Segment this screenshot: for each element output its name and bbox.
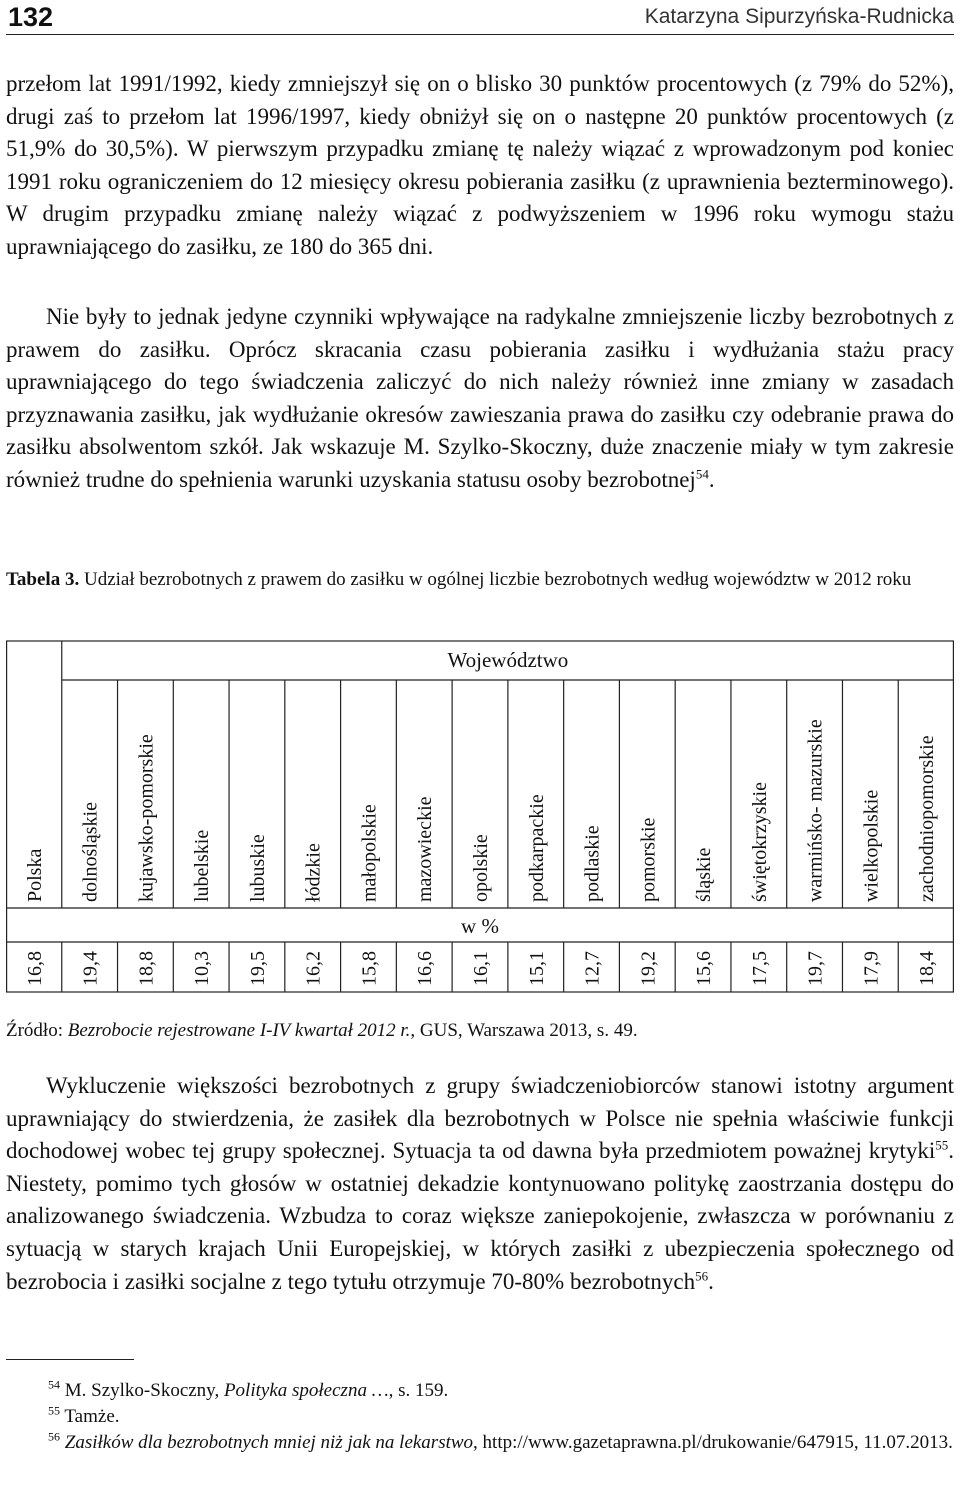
cell-value: 12,7 bbox=[581, 951, 604, 986]
footnote-separator bbox=[6, 1359, 134, 1360]
data-table bbox=[6, 640, 954, 993]
source-note bbox=[6, 1020, 954, 1042]
cell-value: 19,5 bbox=[246, 951, 269, 986]
cell-value: 16,2 bbox=[302, 951, 325, 986]
footnote-55 bbox=[6, 1404, 954, 1430]
footnote-italic: Zasiłków dla bezrobotnych mniej niż jak na lekarstwo bbox=[64, 1432, 474, 1453]
paragraph-3 bbox=[6, 1070, 954, 1298]
paragraph-2-text: Nie były to jednak jedyne czynniki wpływające na radykalne zmniejszenie liczby bezrobotnych z prawem do zasiłku. Oprócz skracania czasu pobierania zasiłku i wydłużania stażu pracy uprawniającego do tego świadczenia zaliczyć do nich należy również inne zmiany w zasadach przyznawania zasiłku, jak wydłużanie okresów zawieszania prawa do zasiłku czy odebranie prawa do zasiłku absolwentom szkół. Jak wskazuje M. Szylko-Skoczny, duże znaczenie miały w tym zakresie również trudne do spełnienia warunki uzyskania statusu osoby bezrobotnej bbox=[6, 304, 954, 492]
cell-value: 15,6 bbox=[693, 951, 716, 986]
column-header-voivodeship: mazowieckie bbox=[414, 796, 437, 902]
group-header: Województwo bbox=[447, 648, 569, 672]
column-header-voivodeship: małopolskie bbox=[358, 804, 381, 902]
table-caption-text: Udział bezrobotnych z prawem do zasiłku w ogólnej liczbie bezrobotnych według województw w 2012 roku bbox=[79, 569, 912, 590]
column-header-voivodeship: podlaskie bbox=[581, 825, 604, 902]
cell-value: 17,9 bbox=[860, 951, 883, 986]
footnote-ref-54: 54 bbox=[695, 466, 709, 482]
footnote-number: 54 bbox=[48, 1377, 60, 1392]
column-header-voivodeship: warmińsko- mazurskie bbox=[804, 719, 827, 902]
footnote-text-end: , http://www.gazetaprawna.pl/drukowanie/647915, 11.07.2013. bbox=[473, 1432, 953, 1453]
source-label: Źródło: bbox=[6, 1020, 68, 1041]
paragraph-3-end: . bbox=[708, 1268, 714, 1294]
footnote-54 bbox=[6, 1378, 954, 1404]
cell-value: 16,1 bbox=[470, 951, 492, 986]
page-header bbox=[6, 0, 954, 35]
column-header-voivodeship: zachodniopomorskie bbox=[916, 735, 939, 902]
footnote-number: 55 bbox=[48, 1403, 60, 1418]
table-caption-label: Tabela 3. bbox=[6, 569, 80, 590]
source-title: Bezrobocie rejestrowane I-IV kwartał 2012 r. bbox=[67, 1020, 411, 1041]
column-header-voivodeship: lubuskie bbox=[246, 834, 269, 902]
footnote-italic: Polityka społeczna … bbox=[223, 1380, 389, 1401]
column-header-voivodeship: śląskie bbox=[693, 847, 716, 902]
paragraph-3-text-b: . Niestety, pomimo tych głosów w ostatniej dekadzie kontynuowano politykę zaostrzania dostępu do analizowanego świadczenia. Wzbudza to coraz większe zaniepokojenie, zwłaszcza w porównaniu z sytuacją w starych krajach Unii Europejskiej, w których zasiłki z ubezpieczenia społecznego od bezrobocia i zasiłki socjalne z tego tytułu otrzymuje 70-80% bezrobotnych bbox=[6, 1138, 954, 1294]
cell-value: 19,4 bbox=[79, 951, 102, 986]
column-header-voivodeship: opolskie bbox=[470, 834, 492, 902]
cell-value: 15,1 bbox=[525, 951, 548, 986]
column-header-voivodeship: lubelskie bbox=[191, 829, 214, 902]
paragraph-1-text: przełom lat 1991/1992, kiedy zmniejszył się on o blisko 30 punktów procentowych (z 79% do 52%), drugi zaś to przełom lat 1996/1997, kiedy obniżył się on o następne 20 punktów procentowych (z 51,9% do 30,5%). W pierwszym przypadku zmianę tę należy wiązać z wprowadzonym pod koniec 1991 roku ograniczeniem do 12 miesięcy okresu pobierania zasiłku (z uprawnienia bezterminowego). W drugim przypadku zmianę należy wiązać z podwyższeniem w 1996 roku wymogu stażu uprawniającego do zasiłku, ze 180 do 365 dni. bbox=[6, 71, 954, 259]
footnote-ref-56: 56 bbox=[695, 1267, 709, 1283]
cell-value: 15,8 bbox=[358, 951, 381, 986]
footnote-text: Tamże. bbox=[60, 1406, 120, 1427]
paragraph-1 bbox=[6, 68, 954, 264]
paragraph-2-end: . bbox=[708, 466, 715, 492]
unit-label: w % bbox=[461, 914, 499, 938]
cell-value: 17,5 bbox=[748, 951, 771, 986]
cell-value: 19,7 bbox=[804, 951, 827, 986]
cell-value: 16,6 bbox=[414, 951, 437, 986]
cell-value: 18,8 bbox=[135, 951, 158, 986]
source-rest: , GUS, Warszawa 2013, s. 49. bbox=[410, 1020, 638, 1041]
footnote-text-end: , s. 159. bbox=[388, 1380, 449, 1401]
column-header-voivodeship: wielkopolskie bbox=[860, 789, 883, 902]
column-header-voivodeship: pomorskie bbox=[637, 817, 660, 902]
table-caption bbox=[6, 566, 954, 594]
footnote-text: M. Szylko-Skoczny, bbox=[60, 1380, 224, 1401]
paragraph-3-text-a: Wykluczenie większości bezrobotnych z grupy świadczeniobiorców stanowi istotny argument uprawniający do stwierdzenia, że zasiłek dla bezrobotnych w Polsce nie spełnia właściwie funkcji dochodowej wobec tej grupy społecznej. Sytuacja ta od dawna była przedmiotem poważnej krytyki bbox=[6, 1073, 954, 1164]
footnote-number: 56 bbox=[48, 1429, 60, 1444]
column-header-voivodeship: kujawsko-pomorskie bbox=[135, 734, 158, 902]
column-header-voivodeship: łódzkie bbox=[302, 843, 325, 902]
cell-value: 16,8 bbox=[23, 951, 46, 986]
cell-value: 10,3 bbox=[191, 951, 214, 986]
column-header-voivodeship: podkarpackie bbox=[525, 794, 548, 902]
footnote-ref-55: 55 bbox=[935, 1137, 949, 1153]
column-header-voivodeship: dolnośląskie bbox=[79, 802, 102, 902]
column-header-polska: Polska bbox=[23, 848, 46, 902]
page-number: 132 bbox=[8, 2, 54, 32]
cell-value: 18,4 bbox=[916, 951, 939, 986]
cell-value: 19,2 bbox=[637, 951, 660, 986]
running-head: Katarzyna Sipurzyńska-Rudnicka bbox=[644, 5, 954, 28]
paragraph-2 bbox=[6, 301, 954, 497]
column-header-voivodeship: świętokrzyskie bbox=[748, 782, 771, 902]
footnote-56 bbox=[6, 1430, 954, 1456]
